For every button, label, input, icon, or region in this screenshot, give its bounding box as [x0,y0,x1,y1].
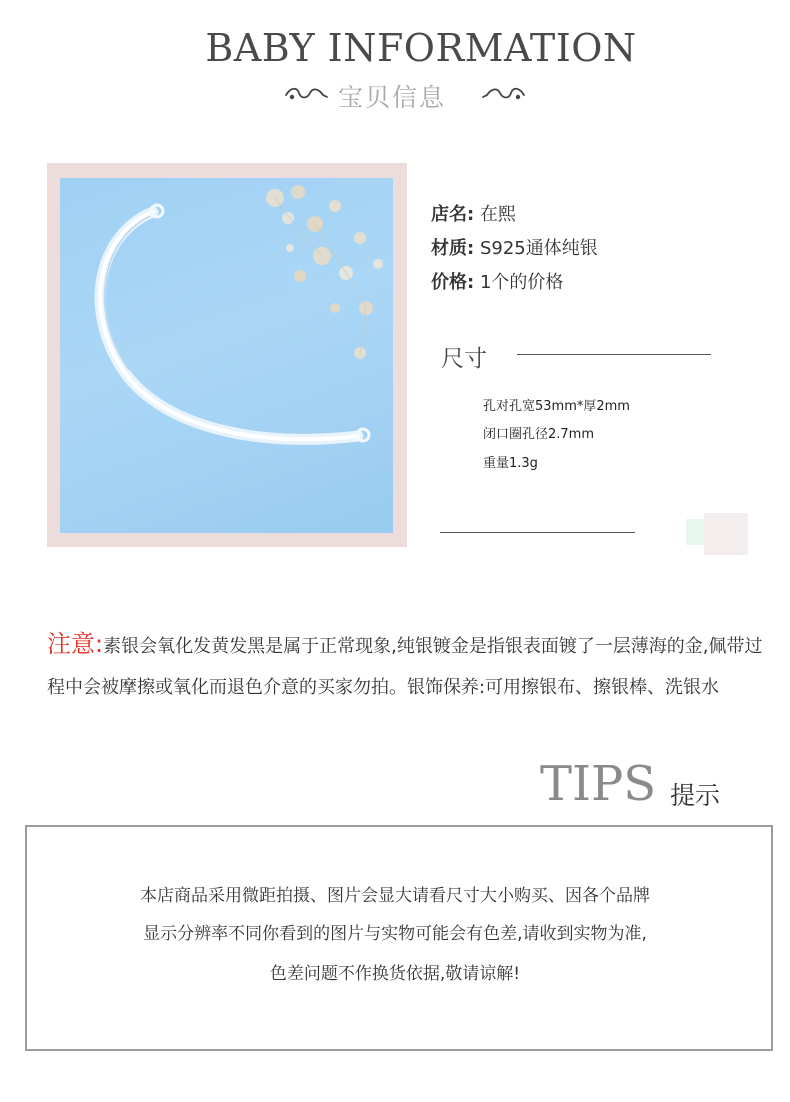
page-subtitle: 宝贝信息 [338,83,447,112]
info-material-value: S925通体纯银 [479,238,598,259]
size-heading: 尺寸 [441,346,487,372]
size-spec-hole: 闭口圈孔径2.7mm [483,427,595,442]
flourish-right-icon [481,84,527,104]
info-material-key: 材质: [431,238,475,259]
product-image [60,178,393,533]
subtitle-row [0,78,790,114]
background-flowers [266,185,383,359]
info-shop [431,200,516,226]
tips-line: 本店商品采用微距拍摄、图片会显大请看尺寸大小购买、因各个品牌 [140,886,650,906]
size-spec-width: 孔对孔宽53mm*厚2mm [483,399,630,414]
size-spec-weight: 重量1.3g [483,456,538,471]
size-divider [517,354,711,355]
notice-label: 注意: [47,630,104,658]
info-price-value: 1个的价格 [479,272,564,293]
bangle-illustration [60,178,393,533]
notice-text: 素银会氧化发黄发黑是属于正常现象,纯银镀金是指银表面镀了一层薄海的金,佩带过程中会被摩擦或氧化而退色介意的买家勿拍。银饰保养:可用擦银布、擦银棒、洗银水 [47,636,763,698]
info-shop-value: 在熙 [479,204,516,225]
info-shop-key: 店名: [431,204,475,225]
tips-line: 显示分辨率不同你看到的图片与实物可能会有色差,请收到实物为准, [143,924,647,944]
notice-paragraph [47,624,767,708]
decorative-swatch-pink [704,513,748,555]
decorative-swatch-green [686,519,706,545]
tips-heading-en: TIPS [540,756,657,812]
flourish-left-icon [283,84,329,104]
info-material [431,234,598,260]
info-price-key: 价格: [431,272,475,293]
info-bottom-divider [440,532,635,533]
tips-line: 色差问题不作换货依据,敬请谅解! [269,964,521,984]
page-title: BABY INFORMATION [205,26,637,70]
tips-heading-zh: 提示 [670,781,721,810]
info-price [431,268,563,294]
